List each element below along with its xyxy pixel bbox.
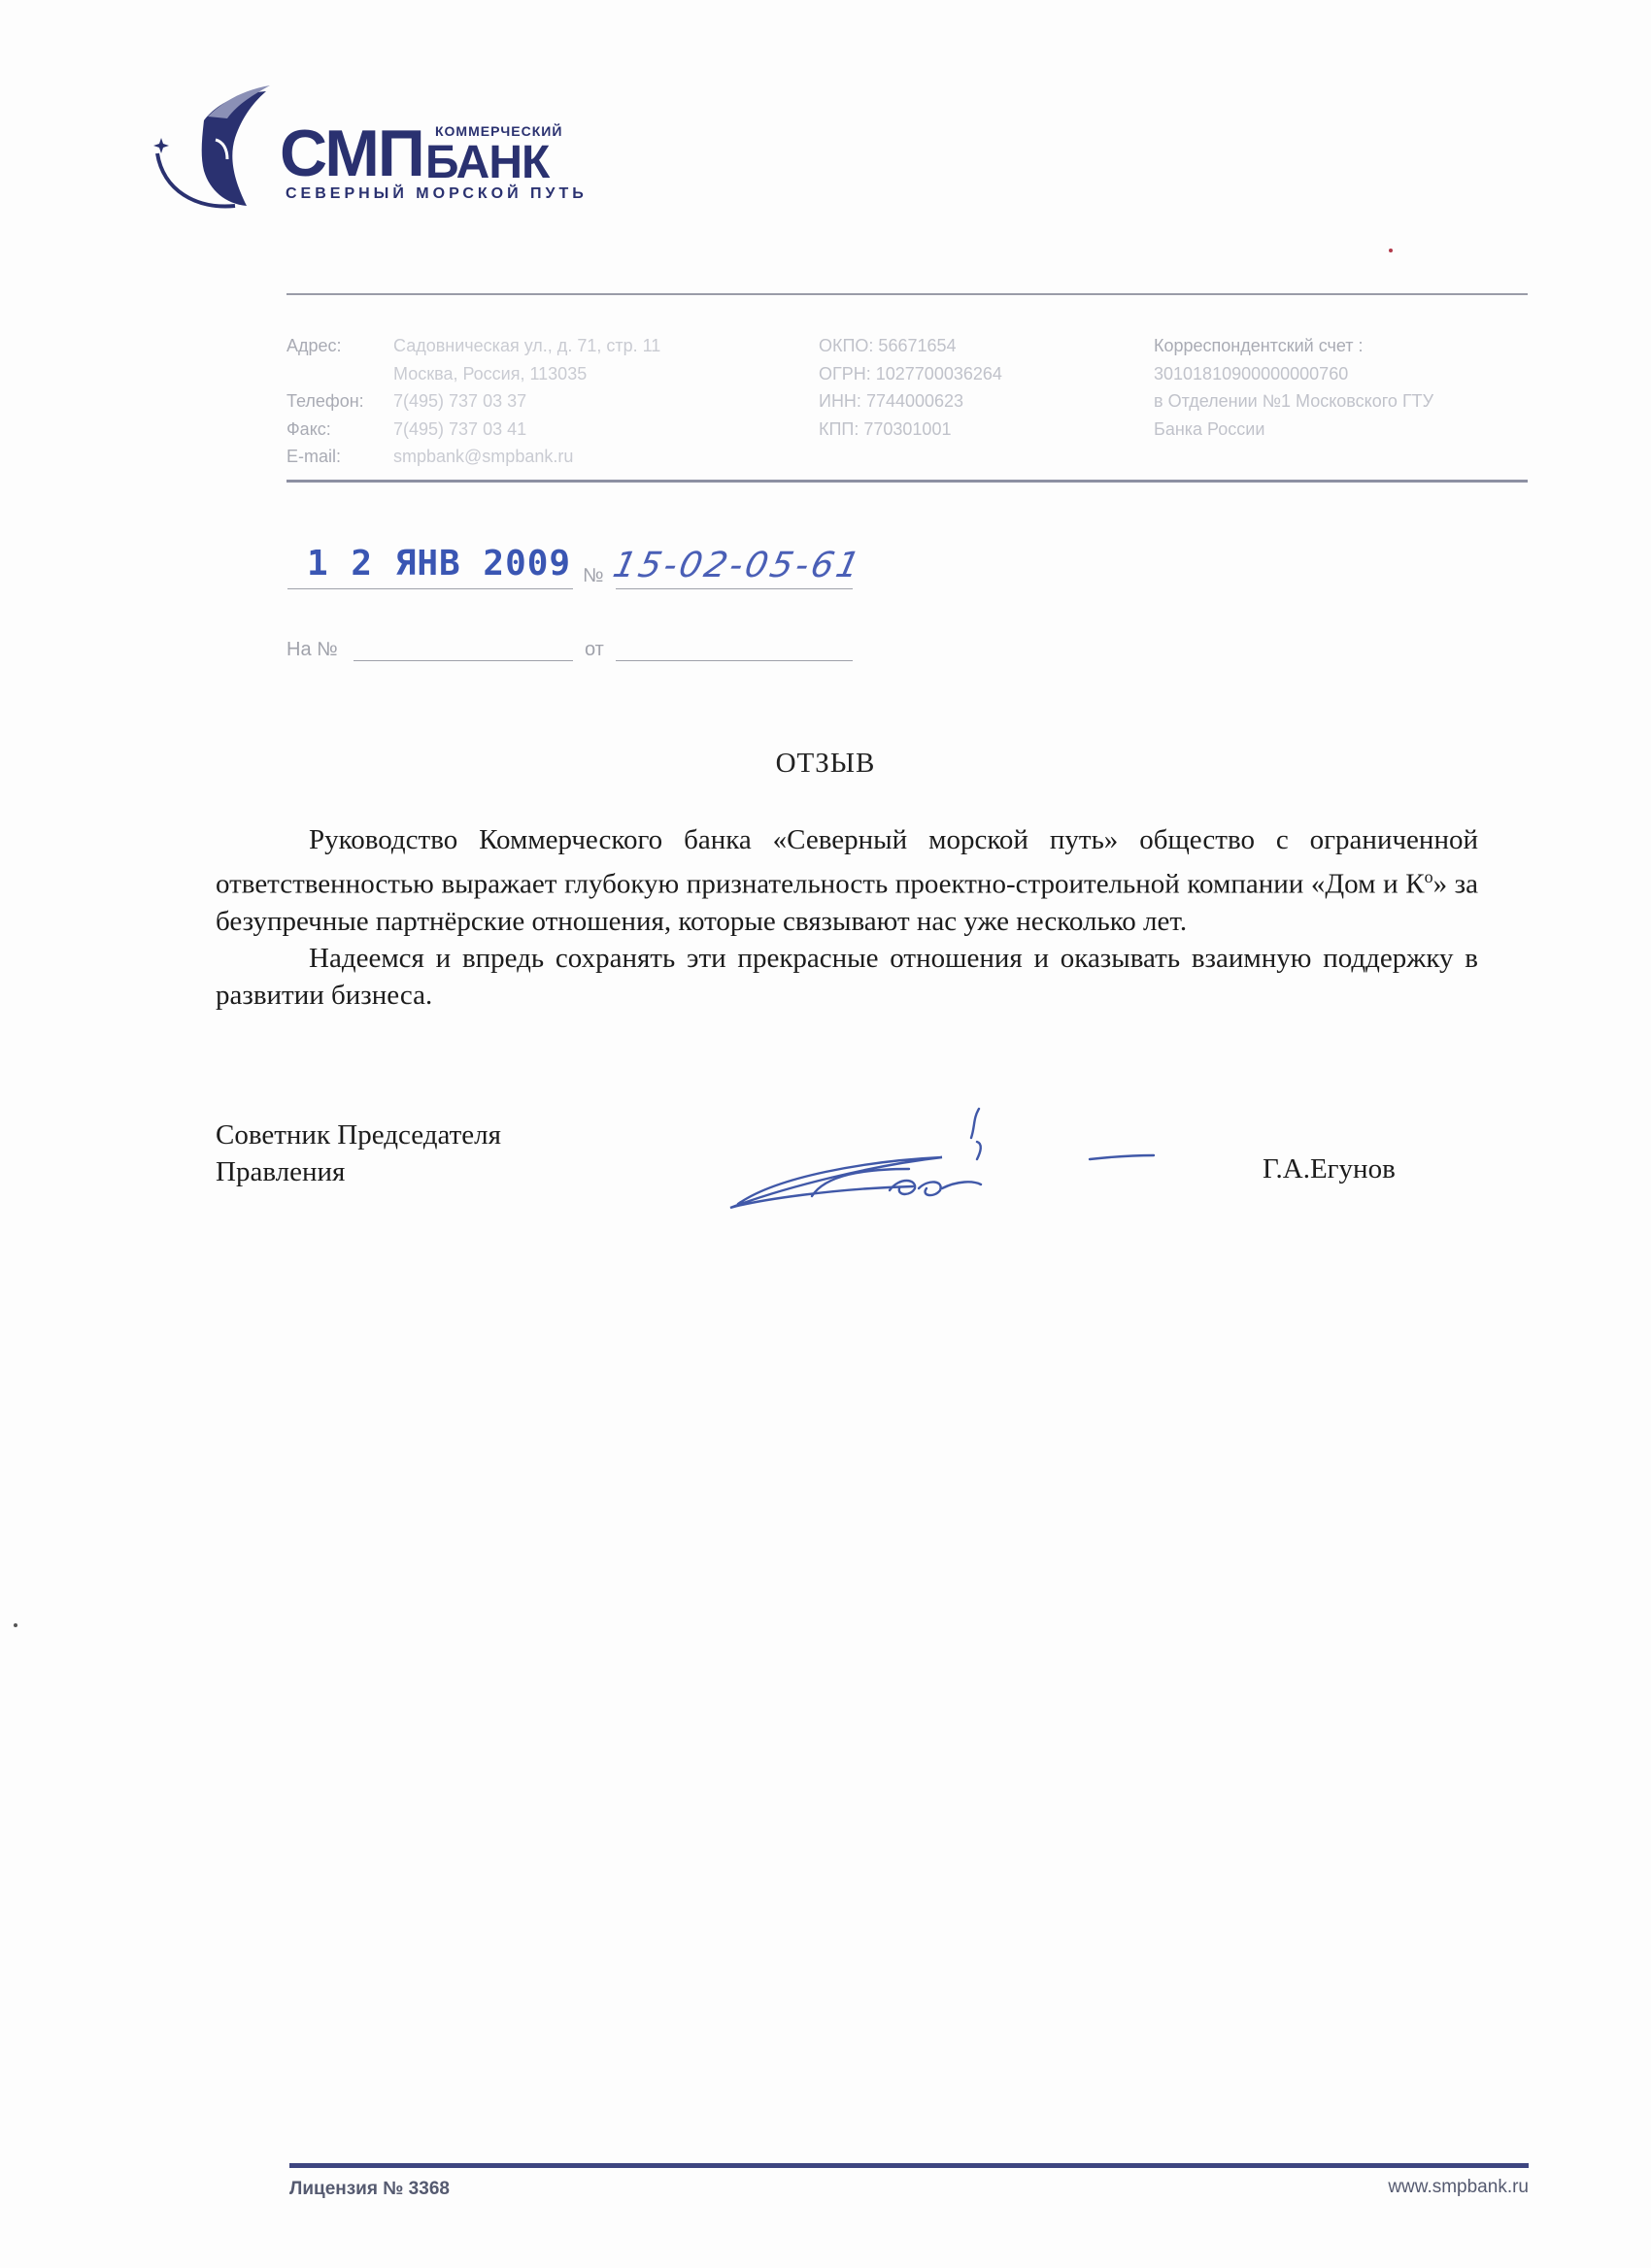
paragraph-1-text: Руководство Коммерческого банка «Северный морской путь» общество с ограниченной ответственностью выражает глубокую признательность проектно-строительной компании «Дом и К xyxy=(216,824,1478,900)
fax-label: Факс: xyxy=(286,418,331,439)
phone-label: Телефон: xyxy=(286,391,364,411)
contact-labels xyxy=(286,332,364,471)
address-label-blank xyxy=(286,360,364,388)
paper-speck xyxy=(1389,249,1393,252)
paragraph-1 xyxy=(216,821,1478,940)
okpo-code: ОКПО: 56671654 xyxy=(819,336,957,355)
reply-number-label: На № xyxy=(286,639,338,660)
letter-body xyxy=(216,821,1478,1014)
corr-account-bank: Банка России xyxy=(1154,418,1265,439)
logo-commercial-word: КОММЕРЧЕСКИЙ xyxy=(435,123,563,139)
number-sign: № xyxy=(583,565,604,586)
corr-account-label: Корреспондентский счет : xyxy=(1154,336,1364,355)
contact-values xyxy=(393,332,660,471)
address-label: Адрес: xyxy=(286,336,342,355)
signatory-position xyxy=(216,1117,501,1190)
email-label: E-mail: xyxy=(286,447,342,466)
paragraph-1-tail: » за безупречные партнёрские отношения, которые связывают нас уже несколько лет. xyxy=(216,868,1479,937)
inn-code: ИНН: 7744000623 xyxy=(819,391,964,411)
bank-logo xyxy=(146,82,588,227)
letter-title: ОТЗЫВ xyxy=(775,748,876,779)
website-link[interactable]: www.smpbank.ru xyxy=(1388,2177,1529,2197)
header-divider-top xyxy=(286,293,1528,295)
date-underline xyxy=(287,588,573,589)
ogrn-code: ОГРН: 1027700036264 xyxy=(819,363,1002,384)
number-underline xyxy=(616,588,853,589)
logo-subtitle: СЕВЕРНЫЙ МОРСКОЙ ПУТЬ xyxy=(286,185,588,202)
address-line-1: Садовническая ул., д. 71, стр. 11 xyxy=(393,336,661,355)
kpp-code: КПП: 770301001 xyxy=(819,418,952,439)
reply-number-line xyxy=(354,660,573,661)
paragraph-1-superscript: о xyxy=(1424,867,1433,886)
seagull-logo-icon xyxy=(146,82,282,227)
paper-speck xyxy=(14,1623,17,1627)
corr-account-number: 30101810900000000760 xyxy=(1154,363,1349,384)
handwritten-signature-icon xyxy=(719,1080,1165,1216)
reply-date-line xyxy=(616,660,853,661)
fax-value: 7(495) 737 03 41 xyxy=(393,418,527,439)
position-line-2: Правления xyxy=(216,1156,346,1187)
outgoing-number: 15-02-05-61 xyxy=(609,546,866,585)
reply-date-label: от xyxy=(585,639,604,660)
header-divider-bottom xyxy=(286,480,1528,483)
date-stamp: 1 2 ЯНВ 2009 xyxy=(307,544,572,584)
paragraph-2: Надеемся и впредь сохранять эти прекрасные отношения и оказывать взаимную поддержку в развитии бизнеса. xyxy=(216,942,1478,1011)
position-line-1: Советник Председателя xyxy=(216,1119,501,1151)
correspondent-account xyxy=(1154,332,1433,443)
phone-value: 7(495) 737 03 37 xyxy=(393,391,527,411)
registration-codes xyxy=(819,332,1002,443)
license-number: Лицензия № 3368 xyxy=(289,2179,450,2199)
logo-bank-word: БАНК xyxy=(425,137,550,188)
email-value: smpbank@smpbank.ru xyxy=(393,447,574,466)
footer-divider xyxy=(289,2163,1529,2168)
signatory-name: Г.А.Егунов xyxy=(1263,1153,1396,1184)
corr-account-branch: в Отделении №1 Московского ГТУ xyxy=(1154,391,1434,411)
address-line-2: Москва, Россия, 113035 xyxy=(393,363,588,384)
logo-abbreviation: СМП xyxy=(280,117,423,190)
